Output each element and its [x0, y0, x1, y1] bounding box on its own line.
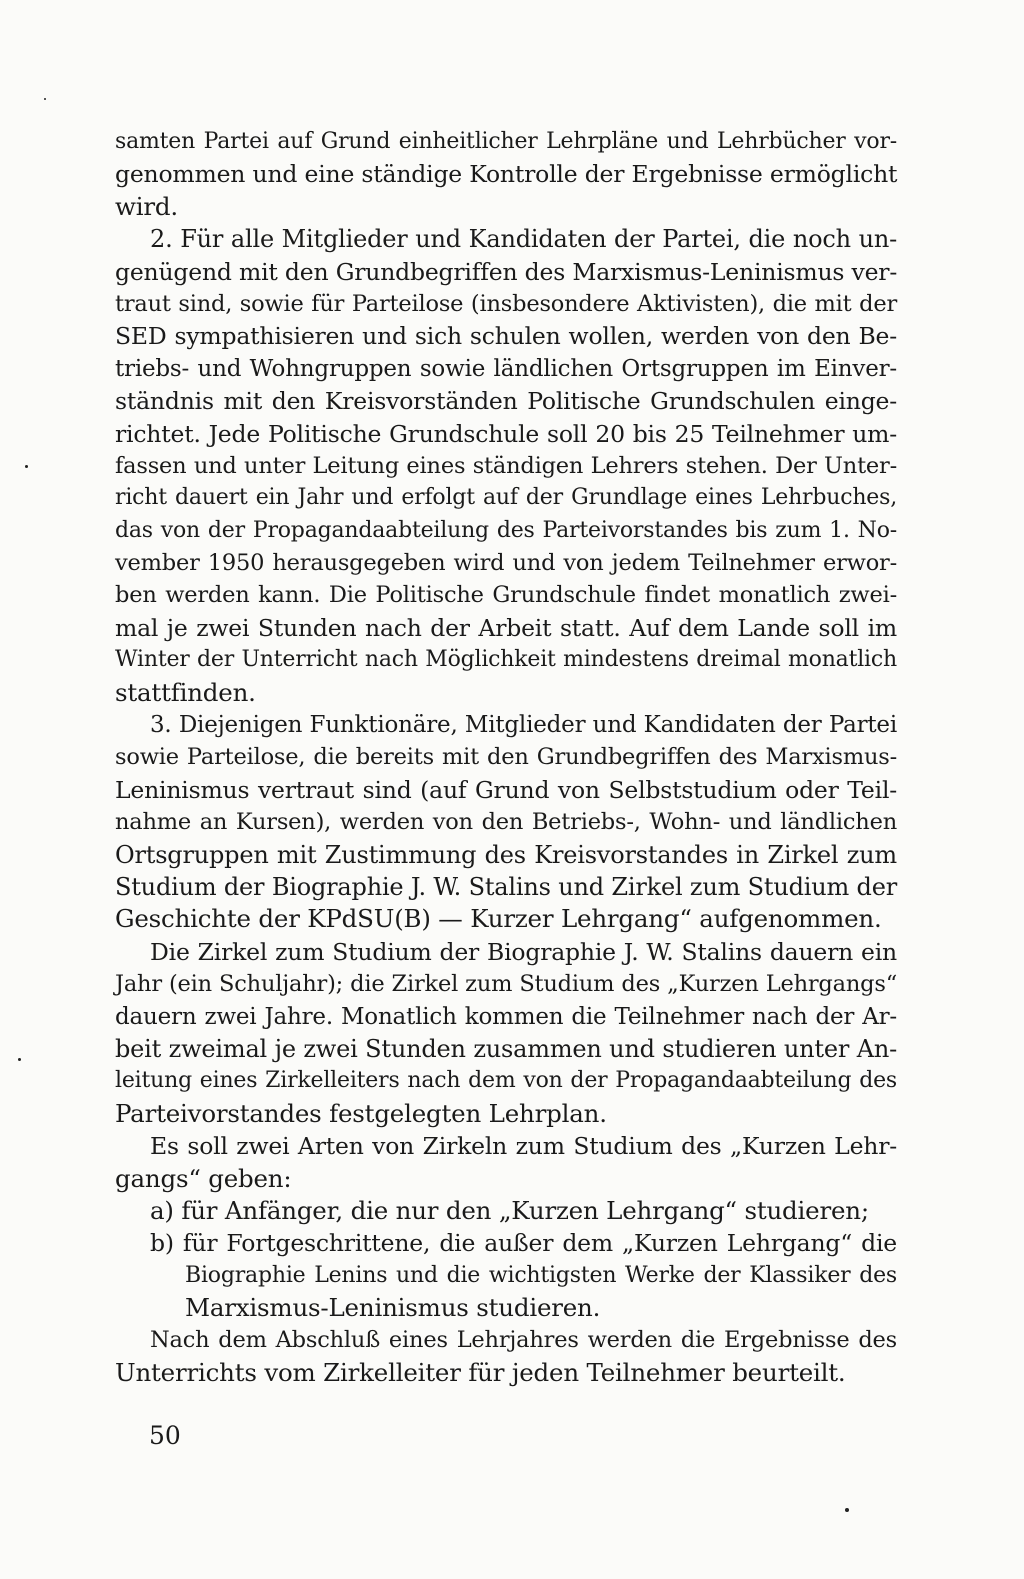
text-line: ständnis mit den Kreisvorständen Politische Grundschulen einge-: [115, 387, 897, 416]
text-line: richtet. Jede Politische Grundschule soll 20 bis 25 Teilnehmer um-: [115, 419, 897, 448]
scan-speck: [845, 1508, 849, 1512]
text-line: beit zweimal je zwei Stunden zusammen und studieren unter An-: [115, 1034, 897, 1063]
text-line: das von der Propagandaabteilung des Parteivorstandes bis zum 1. No-: [115, 517, 897, 543]
text-line: 3. Diejenigen Funktionäre, Mitglieder und Kandidaten der Partei: [150, 712, 897, 739]
text-line: genommen und eine ständige Kontrolle der Ergebnisse ermöglicht: [115, 160, 898, 189]
text-line: Nach dem Abschluß eines Lehrjahres werden die Ergebnisse des: [150, 1327, 897, 1354]
text-line: gangs“ geben:: [115, 1163, 292, 1193]
text-line: nahme an Kursen), werden von den Betriebs-, Wohn- und ländlichen: [115, 809, 897, 836]
body-text: [115, 126, 897, 1389]
text-line: Geschichte der KPdSU(B) — Kurzer Lehrgang“ aufgenommen.: [115, 904, 882, 934]
text-line: leitung eines Zirkelleiters nach dem von der Propagandaabteilung des: [115, 1068, 897, 1094]
text-line: sowie Parteilose, die bereits mit den Grundbegriffen des Marxismus-: [115, 744, 897, 771]
scan-speck: [44, 98, 46, 100]
scan-speck: [25, 465, 28, 468]
text-line: dauern zwei Jahre. Monatlich kommen die Teilnehmer nach der Ar-: [115, 1003, 897, 1030]
text-line: traut sind, sowie für Parteilose (insbesondere Aktivisten), die mit der: [115, 290, 897, 317]
text-line: samten Partei auf Grund einheitlicher Lehrpläne und Lehrbücher vor-: [115, 129, 897, 154]
text-line: genügend mit den Grundbegriffen des Marxismus-Leninismus ver-: [115, 257, 898, 286]
text-line: b) für Fortgeschrittene, die außer dem „Kurzen Lehrgang“ die: [150, 1229, 897, 1258]
text-line: 2. Für alle Mitglieder und Kandidaten der Partei, die noch un-: [150, 225, 897, 254]
text-line: Unterrichts vom Zirkelleiter für jeden Teilnehmer beurteilt.: [115, 1357, 846, 1387]
text-line: wird.: [115, 191, 178, 221]
text-line: triebs- und Wohngruppen sowie ländlichen Ortsgruppen im Einver-: [115, 355, 897, 382]
text-line: SED sympathisieren und sich schulen wollen, werden von den Be-: [115, 322, 897, 351]
text-line: Marxismus-Leninismus studieren.: [185, 1293, 601, 1323]
scan-speck: [18, 1058, 21, 1061]
page-number: 50: [149, 1421, 181, 1450]
text-line: Ortsgruppen mit Zustimmung des Kreisvorstandes in Zirkel zum: [115, 840, 897, 869]
text-line: fassen und unter Leitung eines ständigen Lehrers stehen. Der Unter-: [115, 452, 897, 479]
text-line: richt dauert ein Jahr und erfolgt auf der Grundlage eines Lehrbuches,: [115, 485, 897, 511]
text-line: Studium der Biographie J. W. Stalins und Zirkel zum Studium der: [115, 872, 897, 901]
text-line: Parteivorstandes festgelegten Lehrplan.: [115, 1098, 607, 1128]
text-line: stattfinden.: [115, 677, 256, 707]
text-line: Biographie Lenins und die wichtigsten Werke der Klassiker des: [185, 1262, 897, 1288]
text-line: Jahr (ein Schuljahr); die Zirkel zum Studium des „Kurzen Lehrgangs“: [115, 971, 897, 998]
text-line: a) für Anfänger, die nur den „Kurzen Lehrgang“ studieren;: [150, 1195, 869, 1225]
text-line: mal je zwei Stunden nach der Arbeit statt. Auf dem Lande soll im: [115, 613, 897, 642]
text-line: ben werden kann. Die Politische Grundschule findet monatlich zwei-: [115, 582, 897, 609]
text-line: vember 1950 herausgegeben wird und von jedem Teilnehmer erwor-: [115, 550, 897, 577]
text-line: Leninismus vertraut sind (auf Grund von Selbststudium oder Teil-: [115, 775, 897, 804]
text-line: Die Zirkel zum Studium der Biographie J. W. Stalins dauern ein: [150, 937, 897, 966]
text-line: Es soll zwei Arten von Zirkeln zum Studium des „Kurzen Lehr-: [150, 1132, 897, 1161]
text-line: Winter der Unterricht nach Möglichkeit mindestens dreimal monatlich: [115, 647, 897, 673]
